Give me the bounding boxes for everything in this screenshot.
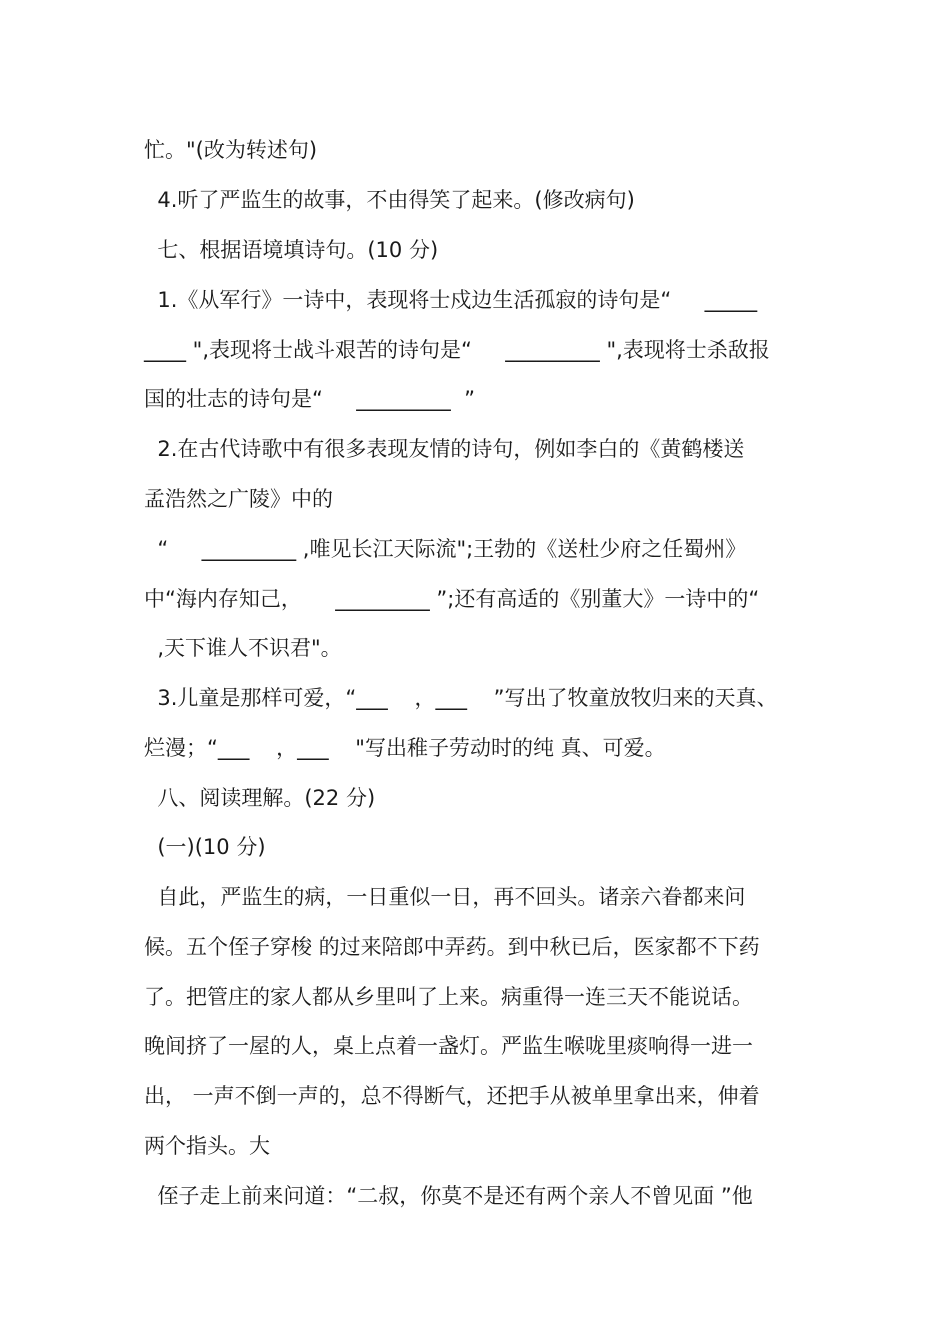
text-line: 3.儿童是那样可爱，“___ ，___ ”写出了牧童放牧归来的天真、 [144, 686, 778, 710]
text-line: 国的壮志的诗句是“ _________ ” [144, 387, 475, 411]
text-line: 4.听了严监生的故事，不由得笑了起来。(修改病句) [144, 188, 635, 212]
text-line: 侄子走上前来问道：“二叔，你莫不是还有两个亲人不曾见面 ”他 [144, 1184, 753, 1208]
text-line: 晚间挤了一屋的人，桌上点着一盏灯。严监生喉咙里痰响得一进一 [144, 1034, 753, 1058]
section-heading: 八、阅读理解。(22 分) [144, 786, 376, 810]
text-line: 候。五个侄子穿梭 的过来陪郎中弄药。到中秋已后，医家都不下药 [144, 935, 760, 959]
text-line: ,天下谁人不识君"。 [144, 636, 342, 660]
text-line: 自此，严监生的病，一日重似一日，再不回头。诸亲六眷都来问 [144, 885, 746, 909]
section-heading: 七、根据语境填诗句。(10 分) [144, 238, 439, 262]
text-line: 出， 一声不倒一声的，总不得断气，还把手从被单里拿出来，伸着 [144, 1084, 760, 1108]
text-line: 忙。"(改为转述句) [144, 138, 318, 162]
text-line: “ _________ ,唯见长江天际流";王勃的《送杜少府之任蜀州》 [144, 537, 747, 561]
text-line: 2.在古代诗歌中有很多表现友情的诗句，例如李白的《黄鹤楼送 [144, 437, 745, 461]
text-line: 两个指头。大 [144, 1134, 270, 1158]
sub-heading: (一)(10 分) [144, 835, 266, 859]
text-line: 了。把管庄的家人都从乡里叫了上来。病重得一连三天不能说话。 [144, 985, 753, 1009]
text-line: ____ ",表现将士战斗艰苦的诗句是“ _________ ",表现将士杀敌报 [144, 338, 770, 362]
text-line: 中“海内存知己， _________ ”;还有高适的《别董大》一诗中的“ [144, 587, 760, 611]
text-line: 1.《从军行》一诗中，表现将士戍边生活孤寂的诗句是“ _____ [144, 288, 758, 312]
text-line: 烂漫；“___ ，___ "写出稚子劳动时的纯 真、可爱。 [144, 736, 666, 760]
text-line: 孟浩然之广陵》中的 [144, 487, 333, 511]
